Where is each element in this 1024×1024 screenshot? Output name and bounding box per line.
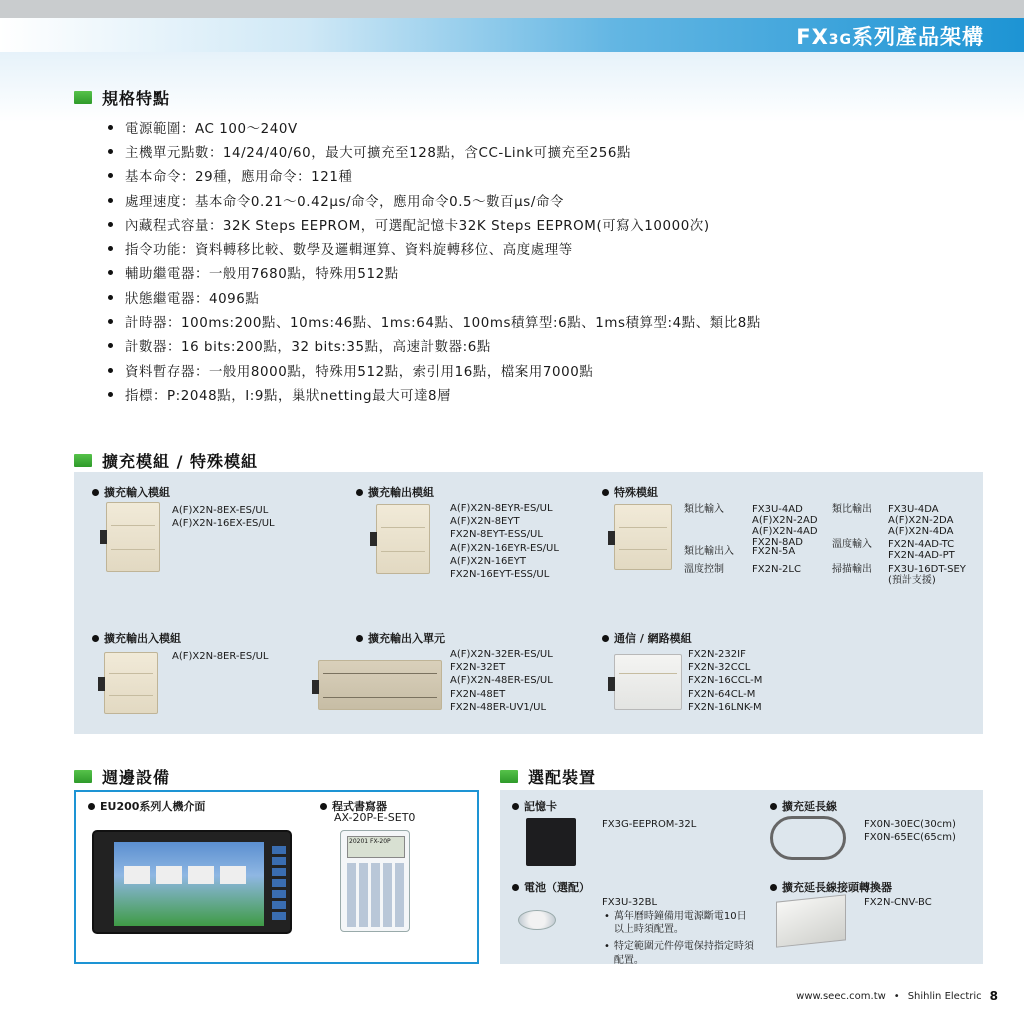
bullet-icon [108,173,113,178]
writer-title: 程式書寫器 [320,798,387,814]
writer-image: 20201 FX-20P [340,830,410,932]
list-item: 輔助繼電器：一般用7680點，特殊用512點 [108,261,988,285]
footer-url: www.seec.com.tw [796,990,886,1002]
bullet-icon [356,489,363,496]
list-item: 基本命令：29種，應用命令：121種 [108,164,988,188]
output-module-list: A(F)X2N-8EYR-ES/UL A(F)X2N-8EYT FX2N-8EYT-ESS/UL A(F)X2N-16EYR-ES/UL A(F)X2N-16EYT FX2N-16EYT-ESS/UL [450,503,559,580]
io-module-image [104,652,158,714]
green-square-icon [74,91,92,104]
bullet-icon [602,489,609,496]
spec-heading: 規格特點 [74,86,170,109]
input-module-title: 擴充輸入模組 [92,484,170,500]
special-module-title: 特殊模組 [602,484,658,500]
bullet-icon [92,635,99,642]
comm-module-title: 通信 / 網路模組 [602,630,692,646]
bullet-icon [602,635,609,642]
input-module-image [106,502,160,572]
green-square-icon [74,770,92,783]
special-module-image [614,504,672,570]
writer-model: AX-20P-E-SET0 [334,811,416,824]
battery-image [518,910,556,930]
list-item: 資料暫存器：一般用8000點，特殊用512點，索引用16點，檔案用7000點 [108,358,988,382]
list-item: 內藏程式容量：32K Steps EEPROM，可選配記憶卡32K Steps EEPROM(可寫入10000次) [108,212,988,236]
bullet-icon [88,803,95,810]
bullet-icon [108,392,113,397]
options-heading: 選配裝置 [500,765,596,788]
cable-image [770,816,846,860]
hmi-title: EU200系列人機介面 [88,798,205,814]
list-item: 計時器：100ms:200點、10ms:46點、1ms:64點、100ms積算型:6點、1ms積算型:4點、類比8點 [108,309,988,333]
input-module-list: A(F)X2N-8EX-ES/UL A(F)X2N-16EX-ES/UL [172,505,275,530]
bullet-icon [320,803,327,810]
expansion-heading: 擴充模組 / 特殊模組 [74,449,258,472]
footer [796,989,998,1003]
cable-models: FX0N-30EC(30cm) FX0N-65EC(65cm) [864,819,956,844]
io-module-title: 擴充輸出入模組 [92,630,181,646]
bullet-icon [770,884,777,891]
peripheral-heading: 週邊設備 [74,765,170,788]
bullet-icon [92,489,99,496]
bullet-icon [512,803,519,810]
output-module-title: 擴充輸出模組 [356,484,434,500]
page-title: FX3G系列產品架構 [796,25,984,49]
bullet-icon [108,222,113,227]
io-unit-image [318,660,442,710]
memory-card-title: 記憶卡 [512,798,557,814]
hmi-image [92,830,292,934]
io-unit-title: 擴充輸出入單元 [356,630,445,646]
list-item: 電源範圍：AC 100～240V [108,115,988,139]
battery-model: FX3U-32BL [602,897,658,908]
memory-card-model: FX3G-EEPROM-32L [602,819,697,830]
memory-card-image [526,818,576,866]
options-panel [500,790,983,964]
green-square-icon [500,770,518,783]
bullet-icon [108,343,113,348]
bullet-icon [108,198,113,203]
bullet-icon [770,803,777,810]
page-number: 8 [989,989,998,1003]
adapter-model: FX2N-CNV-BC [864,897,932,908]
io-module-list: A(F)X2N-8ER-ES/UL [172,651,269,662]
list-item: 處理速度：基本命令0.21～0.42μs/命令，應用命令0.5～數百μs/命令 [108,188,988,212]
special-module-table: 類比輸入 FX3U-4AD A(F)X2N-2AD A(F)X2N-4AD FX2N-8AD 類比輸出 FX3U-4DA A(F)X2N-2DA A(F)X2N-4DA 溫度輸入 FX2N-4AD-TC FX2N-4AD-PT 類比輸出入 FX2N-5A 溫度控制 FX2N-2LC 掃描輸出 FX3U-16DT-SEY (預計支援) [684,504,966,586]
bullet-icon [108,295,113,300]
bullet-icon [108,246,113,251]
list-item: 指令功能：資料轉移比較、數學及邏輯運算、資料旋轉移位、高度處理等 [108,236,988,260]
top-gray-bar [0,0,1024,18]
peripheral-panel [74,790,479,964]
bullet-icon [108,125,113,130]
bullet-icon [108,270,113,275]
green-square-icon [74,454,92,467]
list-item: 指標：P:2048點，I:9點，巢狀netting最大可達8層 [108,382,988,406]
footer-brand: Shihlin Electric [907,990,982,1002]
output-module-image [376,504,430,574]
bullet-icon [108,319,113,324]
comm-module-list: FX2N-232IF FX2N-32CCL FX2N-16CCL-M FX2N-64CL-M FX2N-16LNK-M [688,649,763,713]
bullet-icon [108,149,113,154]
list-item: 狀態繼電器：4096點 [108,285,988,309]
bullet-icon [512,884,519,891]
adapter-title: 擴充延長線接頭轉換器 [770,879,892,895]
list-item: 主機單元點數：14/24/40/60，最大可擴充至128點，含CC-Link可擴充至256點 [108,139,988,163]
list-item: 計數器：16 bits:200點，32 bits:35點，高速計數器:6點 [108,334,988,358]
footer-separator: • [893,990,900,1002]
spec-list [108,115,988,407]
adapter-image [776,894,846,947]
comm-module-image [614,654,682,710]
battery-notes: • 萬年曆時鐘備用電源斷電10日以上時須配置。 • 特定範圍元件停電保持指定時須配置。 [604,911,754,966]
battery-title: 電池（選配） [512,879,590,895]
expansion-panel [74,472,983,734]
bullet-icon [356,635,363,642]
cable-title: 擴充延長線 [770,798,837,814]
io-unit-list: A(F)X2N-32ER-ES/UL FX2N-32ET A(F)X2N-48ER-ES/UL FX2N-48ET FX2N-48ER-UV1/UL [450,649,553,713]
bullet-icon [108,368,113,373]
